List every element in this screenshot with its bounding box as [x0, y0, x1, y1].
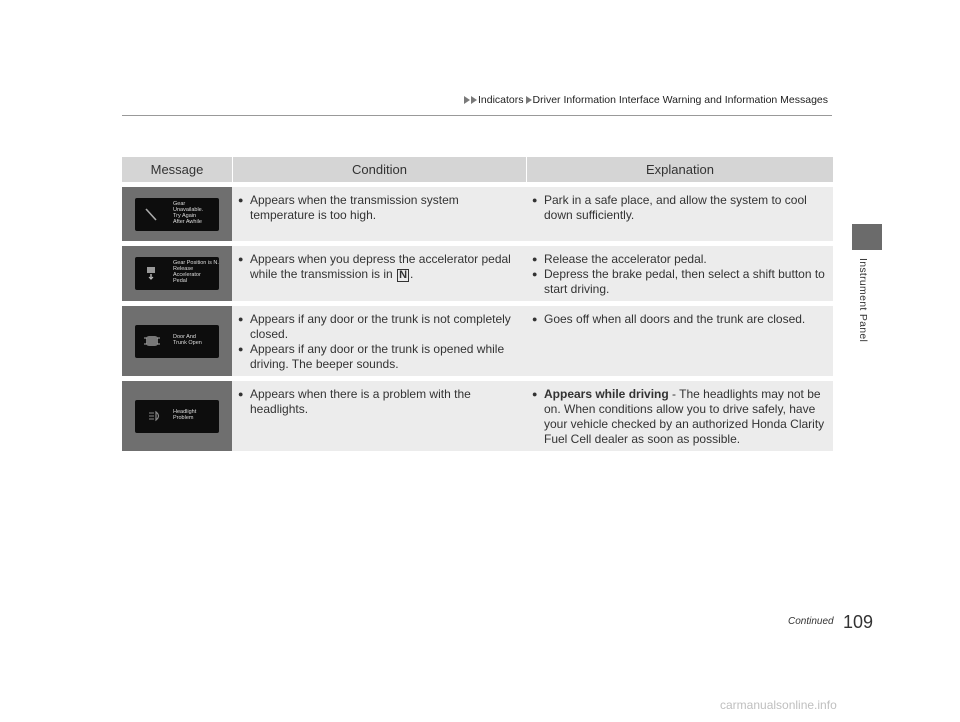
message-cell	[122, 246, 232, 301]
explanation-cell	[526, 187, 833, 241]
breadcrumb-item[interactable]: Indicators	[478, 94, 524, 106]
shift-n-key-icon: N	[399, 269, 408, 281]
section-label: Instrument Panel	[857, 258, 869, 343]
column-header-explanation: Explanation	[526, 157, 833, 182]
message-cell	[122, 381, 232, 451]
explanation-cell	[526, 246, 833, 301]
screen-text: Gear Position is N.	[173, 260, 219, 266]
message-cell	[122, 306, 232, 376]
table-header-row	[122, 157, 833, 182]
message-screen	[135, 198, 219, 231]
accelerator-pedal-icon	[144, 265, 158, 281]
explanation-item: ● Appears while driving - The headlights may not be on. When conditions allow you to drive safely, have your vehicle checked by an authorized Honda Clarity Fuel Cell dealer as soon as possible.	[532, 387, 827, 447]
message-screen	[135, 400, 219, 433]
condition-cell	[232, 381, 526, 451]
message-cell	[122, 187, 232, 241]
headlight-icon	[147, 408, 163, 424]
screen-text: Problem	[173, 414, 194, 421]
screen-text: Pedal	[173, 278, 188, 284]
breadcrumb-arrow-icon	[471, 96, 477, 104]
screen-text: Accelerator	[173, 272, 201, 278]
continued-note: Continued	[788, 616, 834, 627]
watermark: carmanualsonline.info	[720, 698, 837, 712]
condition-item: ● Appears if any door or the trunk is not completely closed.	[238, 312, 520, 342]
screen-text: Release	[173, 266, 194, 272]
gear-unavailable-icon	[144, 206, 158, 222]
condition-cell	[232, 246, 526, 301]
condition-item: ● Appears when the transmission system temperature is too high.	[238, 193, 520, 223]
screen-text: Try Again	[173, 212, 197, 219]
screen-text: Unavailable.	[173, 206, 204, 213]
message-screen	[135, 257, 219, 290]
explanation-item: ● Goes off when all doors and the trunk are closed.	[532, 312, 827, 327]
explanation-item: ● Park in a safe place, and allow the system to cool down sufficiently.	[532, 193, 827, 223]
condition-item: ● Appears if any door or the trunk is opened while driving. The beeper sounds.	[238, 342, 520, 372]
condition-item: ● Appears when you depress the accelerator pedal while the transmission is in N .	[238, 252, 520, 282]
condition-item: ● Appears when there is a problem with the headlights.	[238, 387, 520, 417]
page-number: 109	[843, 612, 874, 632]
screen-text: Headlight	[173, 408, 197, 415]
messages-table	[122, 152, 833, 456]
header-rule	[122, 115, 832, 116]
table-row	[122, 246, 833, 301]
screen-text: Trunk Open	[173, 339, 202, 346]
breadcrumb-arrow-icon	[526, 96, 532, 104]
condition-cell	[232, 306, 526, 376]
table-row	[122, 306, 833, 376]
explanation-cell	[526, 381, 833, 451]
door-open-icon	[142, 333, 162, 349]
section-tab	[852, 224, 882, 250]
explanation-cell	[526, 306, 833, 376]
table-row	[122, 187, 833, 241]
column-header-message: Message	[122, 157, 232, 182]
message-screen	[135, 325, 219, 358]
explanation-item: ● Release the accelerator pedal.	[532, 252, 827, 267]
screen-text: Gear	[173, 200, 186, 207]
breadcrumb-item[interactable]: Driver Information Interface Warning and Information Messages	[532, 94, 829, 106]
condition-cell	[232, 187, 526, 241]
table-row	[122, 381, 833, 451]
column-header-condition: Condition	[232, 157, 526, 182]
breadcrumb-arrow-icon	[464, 96, 470, 104]
screen-text: Door And	[173, 333, 196, 340]
screen-text: After Awhile	[173, 218, 202, 225]
breadcrumb	[464, 94, 828, 106]
explanation-item: ● Depress the brake pedal, then select a shift button to start driving.	[532, 267, 827, 297]
